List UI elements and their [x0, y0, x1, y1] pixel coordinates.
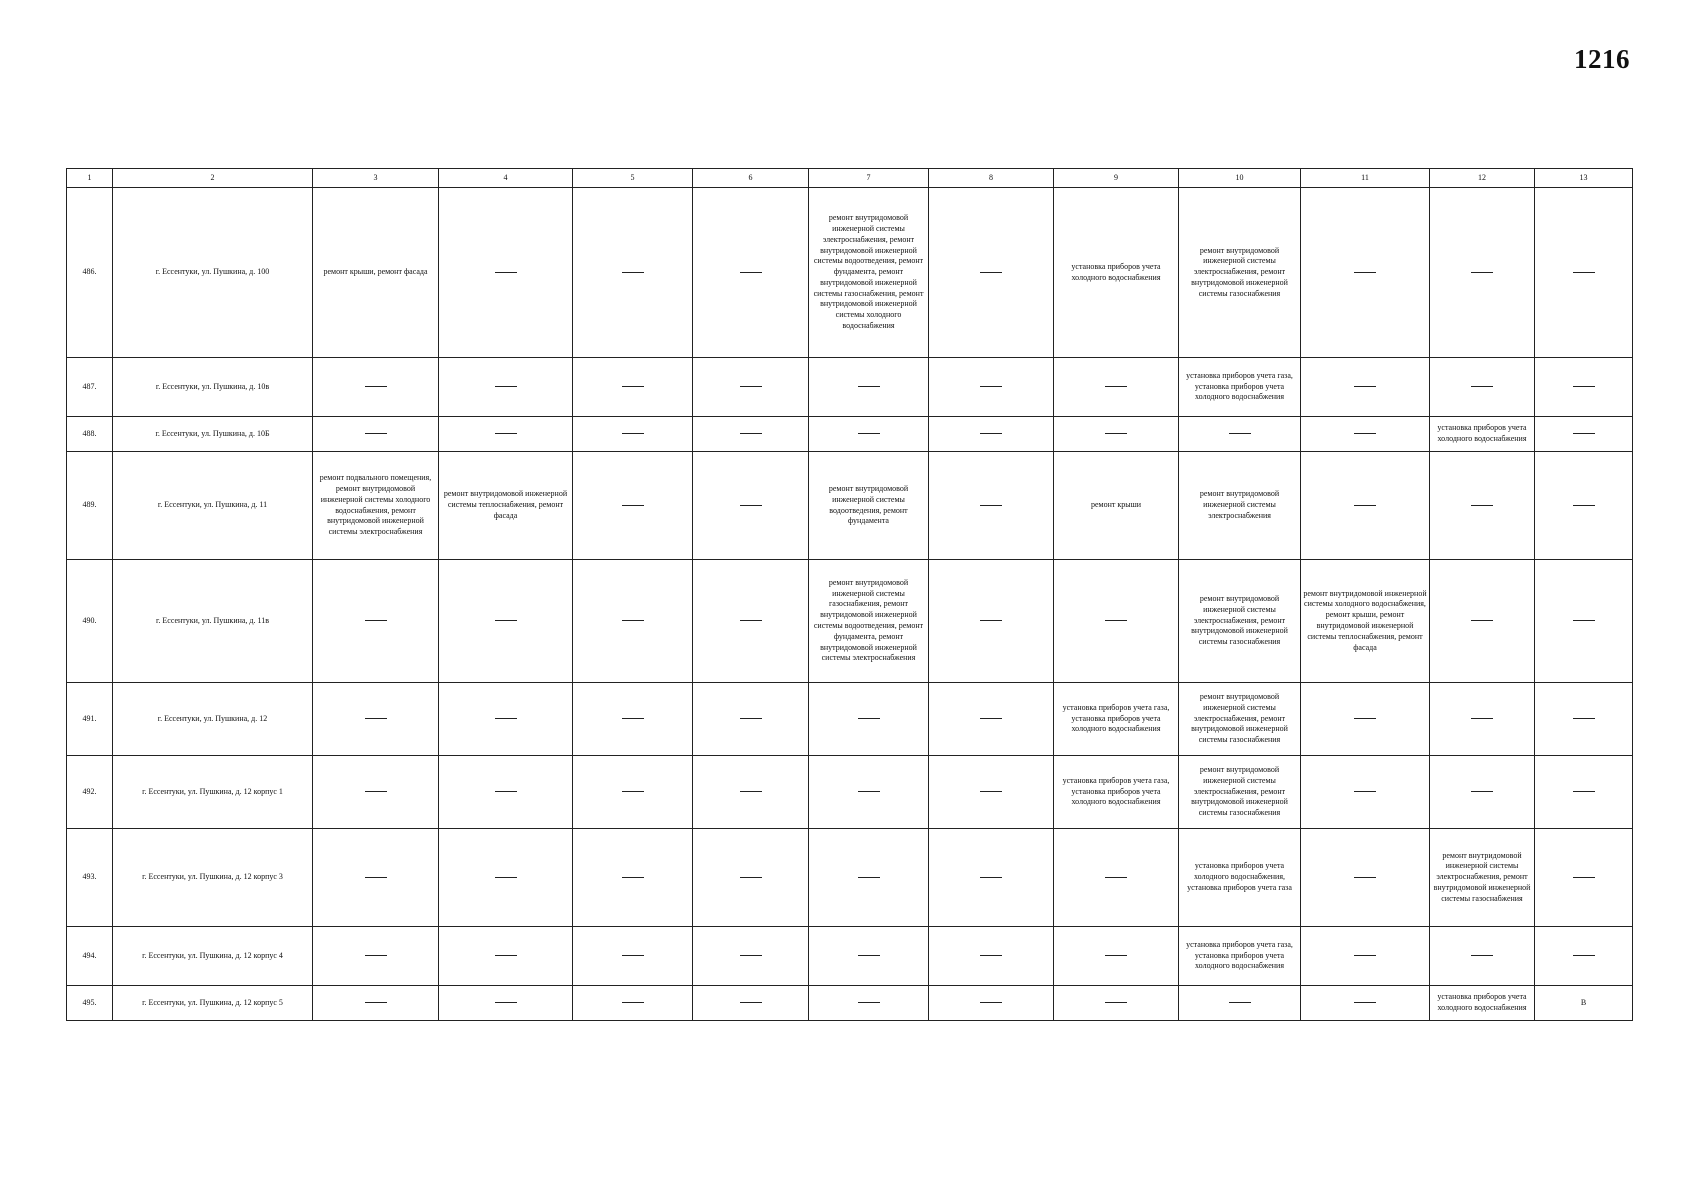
work-cell	[573, 829, 693, 927]
work-cell	[929, 927, 1054, 986]
empty-dash	[622, 505, 644, 506]
work-description: установка приборов учета холодного водоснабжения	[1071, 261, 1161, 282]
work-description: установка приборов учета холодного водоснабжения	[1437, 992, 1527, 1012]
work-description: установка приборов учета газа, установка приборов учета холодного водоснабжения	[1062, 702, 1170, 734]
empty-dash	[1471, 272, 1493, 273]
address-cell: г. Ессентуки, ул. Пушкина, д. 12 корпус 1	[113, 756, 313, 829]
work-description: установка приборов учета холодного водоснабжения	[1437, 423, 1527, 443]
work-cell	[1535, 683, 1633, 756]
work-cell	[1301, 560, 1430, 683]
empty-dash	[1105, 955, 1127, 956]
work-cell	[809, 358, 929, 417]
work-cell	[1179, 683, 1301, 756]
work-description: ремонт внутридомовой инженерной системы электроснабжения, ремонт внутридомовой инженерной системы газоснабжения	[1191, 692, 1288, 745]
empty-dash	[1471, 505, 1493, 506]
empty-dash	[980, 791, 1002, 792]
empty-dash	[1471, 955, 1493, 956]
work-description: установка приборов учета газа, установка приборов учета холодного водоснабжения	[1186, 370, 1293, 402]
work-description: ремонт внутридомовой инженерной системы холодного водоснабжения, ремонт крыши, ремонт внутридомовой инженерной системы теплоснабжения, ремонт фасада	[1303, 588, 1427, 652]
empty-dash	[495, 1002, 517, 1003]
column-header: 3	[313, 169, 439, 188]
table-row	[67, 452, 1633, 560]
empty-dash	[1229, 433, 1251, 434]
table-body	[67, 188, 1633, 1021]
work-description: ремонт внутридомовой инженерной системы теплоснабжения, ремонт фасада	[443, 489, 568, 520]
empty-dash	[495, 272, 517, 273]
address-cell: г. Ессентуки, ул. Пушкина, д. 12 корпус 5	[113, 986, 313, 1021]
column-header: 10	[1179, 169, 1301, 188]
empty-dash	[1471, 620, 1493, 621]
work-description: ремонт крыши, ремонт фасада	[323, 267, 428, 277]
work-cell	[439, 417, 573, 452]
empty-dash	[858, 718, 880, 719]
address-cell: г. Ессентуки, ул. Пушкина, д. 11в	[113, 560, 313, 683]
empty-dash	[365, 433, 387, 434]
table-row	[67, 927, 1633, 986]
column-header: 9	[1054, 169, 1179, 188]
address-cell: г. Ессентуки, ул. Пушкина, д. 100	[113, 188, 313, 358]
empty-dash	[1573, 791, 1595, 792]
empty-dash	[622, 791, 644, 792]
empty-dash	[1573, 386, 1595, 387]
column-header: 12	[1430, 169, 1535, 188]
work-cell	[1301, 683, 1430, 756]
work-cell	[1301, 417, 1430, 452]
work-cell	[809, 417, 929, 452]
work-cell	[1179, 986, 1301, 1021]
work-cell	[693, 927, 809, 986]
work-description: ремонт внутридомовой инженерной системы электроснабжения, ремонт внутридомовой инженерной системы газоснабжения	[1191, 765, 1288, 818]
empty-dash	[1573, 620, 1595, 621]
empty-dash	[365, 386, 387, 387]
work-cell	[573, 683, 693, 756]
empty-dash	[622, 955, 644, 956]
work-cell	[1301, 452, 1430, 560]
work-cell	[1301, 358, 1430, 417]
work-cell	[313, 417, 439, 452]
work-cell	[1535, 417, 1633, 452]
work-cell	[929, 417, 1054, 452]
work-cell	[573, 560, 693, 683]
work-cell	[313, 986, 439, 1021]
address-cell: г. Ессентуки, ул. Пушкина, д. 12 корпус 3	[113, 829, 313, 927]
empty-dash	[740, 877, 762, 878]
empty-dash	[740, 718, 762, 719]
row-number: 487.	[67, 358, 113, 417]
work-cell	[1301, 986, 1430, 1021]
work-cell	[1430, 829, 1535, 927]
work-cell	[693, 986, 809, 1021]
table-row	[67, 188, 1633, 358]
row-number: 488.	[67, 417, 113, 452]
table-row	[67, 683, 1633, 756]
empty-dash	[1105, 1002, 1127, 1003]
empty-dash	[365, 955, 387, 956]
work-cell	[1430, 927, 1535, 986]
row-number: 491.	[67, 683, 113, 756]
work-cell	[693, 188, 809, 358]
empty-dash	[622, 386, 644, 387]
work-cell	[313, 188, 439, 358]
empty-dash	[1354, 791, 1376, 792]
row-number: 494.	[67, 927, 113, 986]
empty-dash	[1354, 1002, 1376, 1003]
repair-schedule-table	[66, 168, 1633, 1021]
work-cell	[313, 927, 439, 986]
empty-dash	[495, 718, 517, 719]
row-number: 495.	[67, 986, 113, 1021]
empty-dash	[740, 620, 762, 621]
empty-dash	[980, 272, 1002, 273]
work-cell	[809, 452, 929, 560]
work-cell	[1054, 829, 1179, 927]
work-cell	[439, 683, 573, 756]
empty-dash	[1229, 1002, 1251, 1003]
work-description: ремонт внутридомовой инженерной системы электроснабжения, ремонт внутридомовой инженерной системы газоснабжения	[1191, 245, 1288, 298]
empty-dash	[980, 505, 1002, 506]
work-cell	[1054, 188, 1179, 358]
work-cell	[693, 829, 809, 927]
work-cell	[1430, 417, 1535, 452]
empty-dash	[858, 791, 880, 792]
empty-dash	[1105, 620, 1127, 621]
work-cell	[1179, 358, 1301, 417]
empty-dash	[740, 433, 762, 434]
empty-dash	[495, 877, 517, 878]
row-number: 493.	[67, 829, 113, 927]
work-cell	[1430, 560, 1535, 683]
empty-dash	[1573, 272, 1595, 273]
work-cell	[1054, 452, 1179, 560]
empty-dash	[495, 386, 517, 387]
column-header: 8	[929, 169, 1054, 188]
work-cell	[1535, 358, 1633, 417]
work-cell	[439, 756, 573, 829]
empty-dash	[1105, 386, 1127, 387]
work-cell	[1301, 927, 1430, 986]
work-cell	[1430, 683, 1535, 756]
empty-dash	[1105, 877, 1127, 878]
empty-dash	[1354, 505, 1376, 506]
empty-dash	[980, 877, 1002, 878]
work-cell	[929, 986, 1054, 1021]
empty-dash	[1354, 433, 1376, 434]
empty-dash	[858, 1002, 880, 1003]
empty-dash	[365, 620, 387, 621]
empty-dash	[495, 433, 517, 434]
address-cell: г. Ессентуки, ул. Пушкина, д. 12	[113, 683, 313, 756]
table-row	[67, 560, 1633, 683]
work-description: ремонт внутридомовой инженерной системы электроснабжения, ремонт внутридомовой инженерной системы газоснабжения	[1191, 594, 1288, 647]
work-cell	[313, 756, 439, 829]
work-cell	[929, 829, 1054, 927]
work-cell	[929, 560, 1054, 683]
work-description: В	[1580, 997, 1587, 1007]
address-cell: г. Ессентуки, ул. Пушкина, д. 12 корпус 4	[113, 927, 313, 986]
work-cell	[809, 683, 929, 756]
work-cell	[573, 986, 693, 1021]
work-cell	[573, 452, 693, 560]
column-number-row	[67, 169, 1633, 188]
work-cell	[1535, 927, 1633, 986]
empty-dash	[740, 505, 762, 506]
empty-dash	[1573, 718, 1595, 719]
work-cell	[1179, 927, 1301, 986]
work-cell	[1535, 829, 1633, 927]
empty-dash	[980, 386, 1002, 387]
work-cell	[693, 560, 809, 683]
work-description: ремонт внутридомовой инженерной системы электроснабжения, ремонт внутридомовой инженерной системы водоотведения, ремонт фундамента, ремонт внутридомовой инженерной системы газоснабжения, ремонт внутридомовой инженерной системы холодного водоснабжения	[813, 213, 924, 331]
empty-dash	[365, 877, 387, 878]
column-header: 11	[1301, 169, 1430, 188]
empty-dash	[740, 272, 762, 273]
work-cell	[1430, 756, 1535, 829]
empty-dash	[622, 272, 644, 273]
empty-dash	[1105, 433, 1127, 434]
work-cell	[1430, 452, 1535, 560]
row-number: 490.	[67, 560, 113, 683]
column-header: 5	[573, 169, 693, 188]
empty-dash	[622, 718, 644, 719]
empty-dash	[980, 620, 1002, 621]
empty-dash	[1354, 877, 1376, 878]
work-cell	[1535, 188, 1633, 358]
empty-dash	[1354, 272, 1376, 273]
empty-dash	[622, 877, 644, 878]
work-cell	[1301, 756, 1430, 829]
work-description: ремонт крыши	[1090, 500, 1142, 510]
work-cell	[1430, 986, 1535, 1021]
work-description: ремонт внутридомовой инженерной системы газоснабжения, ремонт внутридомовой инженерной системы водоотведения, ремонт фундамента, ремонт внутридомовой инженерной системы электроснабжения	[813, 577, 924, 663]
empty-dash	[495, 620, 517, 621]
work-cell	[573, 358, 693, 417]
row-number: 486.	[67, 188, 113, 358]
work-cell	[693, 417, 809, 452]
empty-dash	[1354, 955, 1376, 956]
work-description: установка приборов учета холодного водоснабжения, установка приборов учета газа	[1187, 861, 1292, 892]
empty-dash	[740, 386, 762, 387]
work-cell	[1054, 683, 1179, 756]
empty-dash	[980, 718, 1002, 719]
table-row	[67, 829, 1633, 927]
work-cell	[809, 986, 929, 1021]
empty-dash	[622, 1002, 644, 1003]
empty-dash	[740, 955, 762, 956]
column-header: 13	[1535, 169, 1633, 188]
empty-dash	[980, 1002, 1002, 1003]
work-cell	[439, 452, 573, 560]
work-cell	[313, 683, 439, 756]
work-cell	[1179, 756, 1301, 829]
empty-dash	[495, 955, 517, 956]
work-cell	[693, 452, 809, 560]
work-cell	[693, 358, 809, 417]
empty-dash	[365, 718, 387, 719]
table-row	[67, 417, 1633, 452]
work-cell	[693, 756, 809, 829]
empty-dash	[365, 1002, 387, 1003]
work-cell	[929, 452, 1054, 560]
empty-dash	[1573, 433, 1595, 434]
work-cell	[573, 927, 693, 986]
empty-dash	[980, 955, 1002, 956]
work-description: ремонт внутридомовой инженерной системы водоотведения, ремонт фундамента	[828, 483, 909, 526]
work-cell	[809, 560, 929, 683]
empty-dash	[1573, 877, 1595, 878]
work-cell	[929, 358, 1054, 417]
work-cell	[573, 417, 693, 452]
work-cell	[439, 986, 573, 1021]
column-header: 4	[439, 169, 573, 188]
work-cell	[1054, 417, 1179, 452]
work-cell	[313, 452, 439, 560]
empty-dash	[858, 877, 880, 878]
work-cell	[1535, 452, 1633, 560]
table-row	[67, 756, 1633, 829]
empty-dash	[1471, 386, 1493, 387]
work-cell	[1301, 829, 1430, 927]
address-cell: г. Ессентуки, ул. Пушкина, д. 11	[113, 452, 313, 560]
work-cell	[809, 188, 929, 358]
work-description: установка приборов учета газа, установка приборов учета холодного водоснабжения	[1062, 775, 1170, 807]
column-header: 7	[809, 169, 929, 188]
work-cell	[439, 560, 573, 683]
work-cell	[313, 829, 439, 927]
work-cell	[439, 358, 573, 417]
work-cell	[809, 756, 929, 829]
empty-dash	[858, 433, 880, 434]
empty-dash	[1354, 386, 1376, 387]
empty-dash	[1573, 955, 1595, 956]
table-row	[67, 986, 1633, 1021]
work-cell	[1179, 452, 1301, 560]
empty-dash	[1471, 791, 1493, 792]
work-cell	[1430, 358, 1535, 417]
table-row	[67, 358, 1633, 417]
work-cell	[573, 188, 693, 358]
work-cell	[929, 756, 1054, 829]
empty-dash	[1471, 718, 1493, 719]
work-description: ремонт подвального помещения, ремонт внутридомовой инженерной системы холодного водоснабжения, ремонт внутридомовой инженерной системы электроснабжения	[319, 473, 432, 537]
address-cell: г. Ессентуки, ул. Пушкина, д. 10Б	[113, 417, 313, 452]
work-cell	[439, 188, 573, 358]
work-cell	[1430, 188, 1535, 358]
address-cell: г. Ессентуки, ул. Пушкина, д. 10в	[113, 358, 313, 417]
empty-dash	[740, 791, 762, 792]
work-description: ремонт внутридомовой инженерной системы электроснабжения, ремонт внутридомовой инженерной системы газоснабжения	[1433, 850, 1531, 903]
work-cell	[809, 829, 929, 927]
work-cell	[439, 829, 573, 927]
work-cell	[809, 927, 929, 986]
page-number: 1216	[1574, 44, 1630, 74]
work-cell	[1179, 188, 1301, 358]
empty-dash	[980, 433, 1002, 434]
work-cell	[1054, 358, 1179, 417]
column-header: 1	[67, 169, 113, 188]
work-cell	[1054, 986, 1179, 1021]
work-cell	[1054, 560, 1179, 683]
work-description: ремонт внутридомовой инженерной системы электроснабжения	[1199, 489, 1280, 520]
empty-dash	[1573, 505, 1595, 506]
work-cell	[1179, 417, 1301, 452]
column-header: 6	[693, 169, 809, 188]
row-number: 489.	[67, 452, 113, 560]
work-cell	[1535, 986, 1633, 1021]
empty-dash	[858, 386, 880, 387]
work-cell	[1535, 560, 1633, 683]
empty-dash	[858, 955, 880, 956]
work-cell	[1054, 927, 1179, 986]
empty-dash	[622, 433, 644, 434]
empty-dash	[365, 791, 387, 792]
row-number: 492.	[67, 756, 113, 829]
empty-dash	[740, 1002, 762, 1003]
work-cell	[929, 188, 1054, 358]
work-cell	[1179, 560, 1301, 683]
empty-dash	[1354, 718, 1376, 719]
work-cell	[929, 683, 1054, 756]
work-cell	[313, 560, 439, 683]
work-description: установка приборов учета газа, установка приборов учета холодного водоснабжения	[1186, 939, 1293, 971]
work-cell	[1179, 829, 1301, 927]
work-cell	[573, 756, 693, 829]
work-cell	[439, 927, 573, 986]
work-cell	[313, 358, 439, 417]
empty-dash	[622, 620, 644, 621]
work-cell	[693, 683, 809, 756]
column-header: 2	[113, 169, 313, 188]
work-cell	[1054, 756, 1179, 829]
work-cell	[1301, 188, 1430, 358]
empty-dash	[495, 791, 517, 792]
work-cell	[1535, 756, 1633, 829]
